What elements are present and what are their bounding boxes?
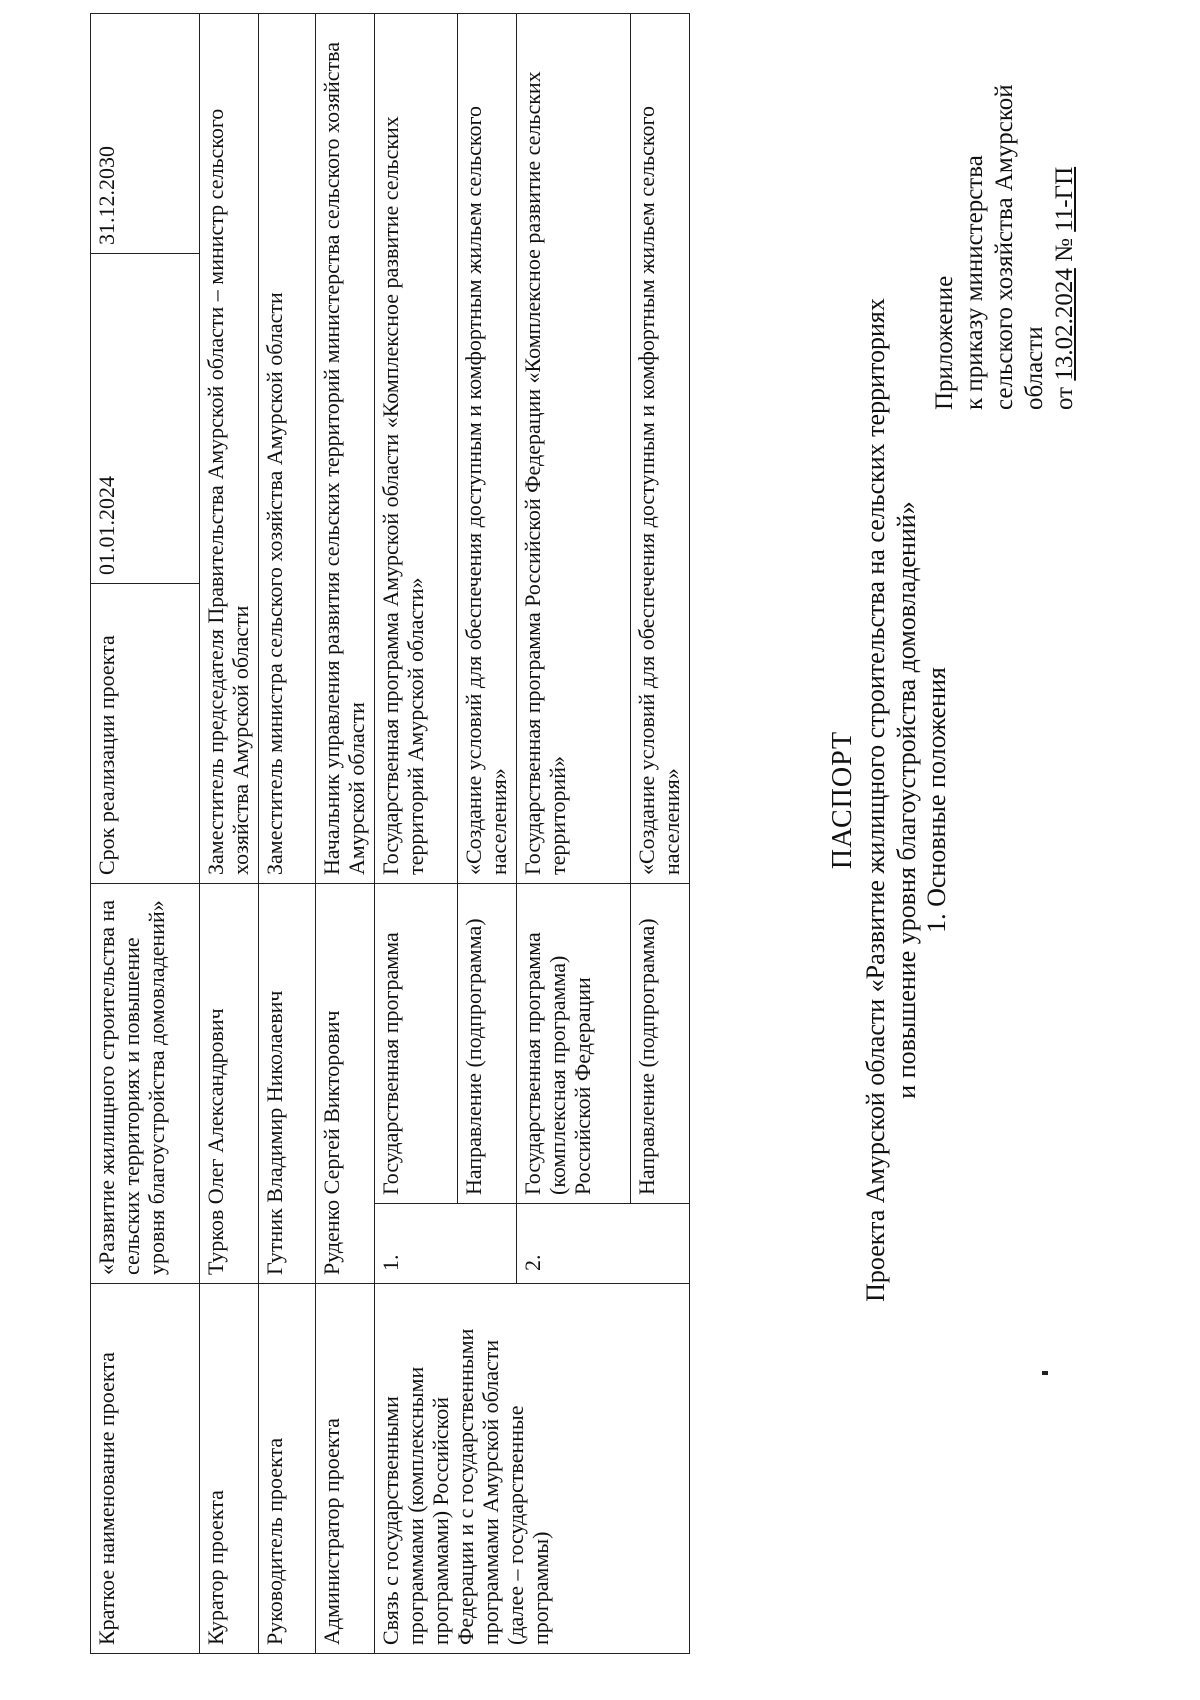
period-start: 01.01.2024 [91,254,200,584]
annex-line: области [1021,326,1048,410]
link-number: 1. [374,1204,516,1284]
row-label: Связь с государственными программами (комплексными программами) Российской Федерации и с государственными программами Амурской области (далее – государственные программы) [374,1284,689,1654]
row-label: Куратор проекта [199,1284,258,1654]
section-heading: 1. Основные положения [922,667,951,933]
link-program-label: Государственная программа (комплексная программа) Российской Федерации [516,884,630,1204]
passport-table [90,13,690,1654]
row-label: Администратор проекта [315,1284,374,1654]
annex-date: 13.02.2024 [1051,268,1078,381]
link-program-label: Государственная программа [374,884,457,1204]
table-row [258,14,315,1654]
link-direction-label: Направление (подпрограмма) [457,884,516,1204]
table-row [199,14,258,1654]
head-name: Гутник Владимир Николаевич [258,884,315,1284]
annex-number: 11-ГП [1051,166,1078,232]
row-label: Краткое наименование проекта [91,1284,200,1654]
table-row [91,14,200,1654]
link-direction-value: «Создание условий для обеспечения доступным и комфортным жильем сельского населения» [630,14,689,884]
annex-date-prefix: от [1051,386,1078,410]
annex-line: сельского хозяйства Амурской [991,84,1018,410]
annex-block [930,30,1080,410]
row-value: «Развитие жилищного строительства на сельских территориях и повышение уровня благоустройства домовладений» [91,884,200,1284]
curator-name: Турков Олег Александрович [199,884,258,1284]
row-label: Срок реализации проекта [91,584,200,884]
title-line: и повышение уровня благоустройства домовладений» [892,501,921,1099]
scan-speck [1042,1371,1048,1375]
head-position: Заместитель министра сельского хозяйства Амурской области [258,14,315,884]
annex-line: к приказу министерства [961,155,988,410]
table-row [315,14,374,1654]
link-direction-label: Направление (подпрограмма) [630,884,689,1204]
title-line: Проекта Амурской области «Развитие жилищного строительства на сельских территориях [861,298,890,1302]
document-title [826,0,922,1630]
annex-line: Приложение [931,275,958,410]
link-program-value: Государственная программа Амурской области «Комплексное развитие сельских территорий Амурской области» [374,14,457,884]
link-direction-value: «Создание условий для обеспечения доступным и комфортным жильем сельского населения» [457,14,516,884]
annex-date-line [1050,30,1080,410]
table-row [374,14,457,1654]
curator-position: Заместитель председателя Правительства Амурской области – министр сельского хозяйства Амурской области [199,14,258,884]
link-program-value: Государственная программа Российской Федерации «Комплексное развитие сельских территорий» [516,14,630,884]
title-heading: ПАСПОРТ [827,730,858,870]
period-end: 31.12.2030 [91,14,200,254]
row-label: Руководитель проекта [258,1284,315,1654]
link-number: 2. [516,1204,689,1284]
annex-number-sign: № [1051,238,1078,262]
admin-name: Руденко Сергей Викторович [315,884,374,1284]
admin-position: Начальник управления развития сельских территорий министерства сельского хозяйства Амурской области [315,14,374,884]
